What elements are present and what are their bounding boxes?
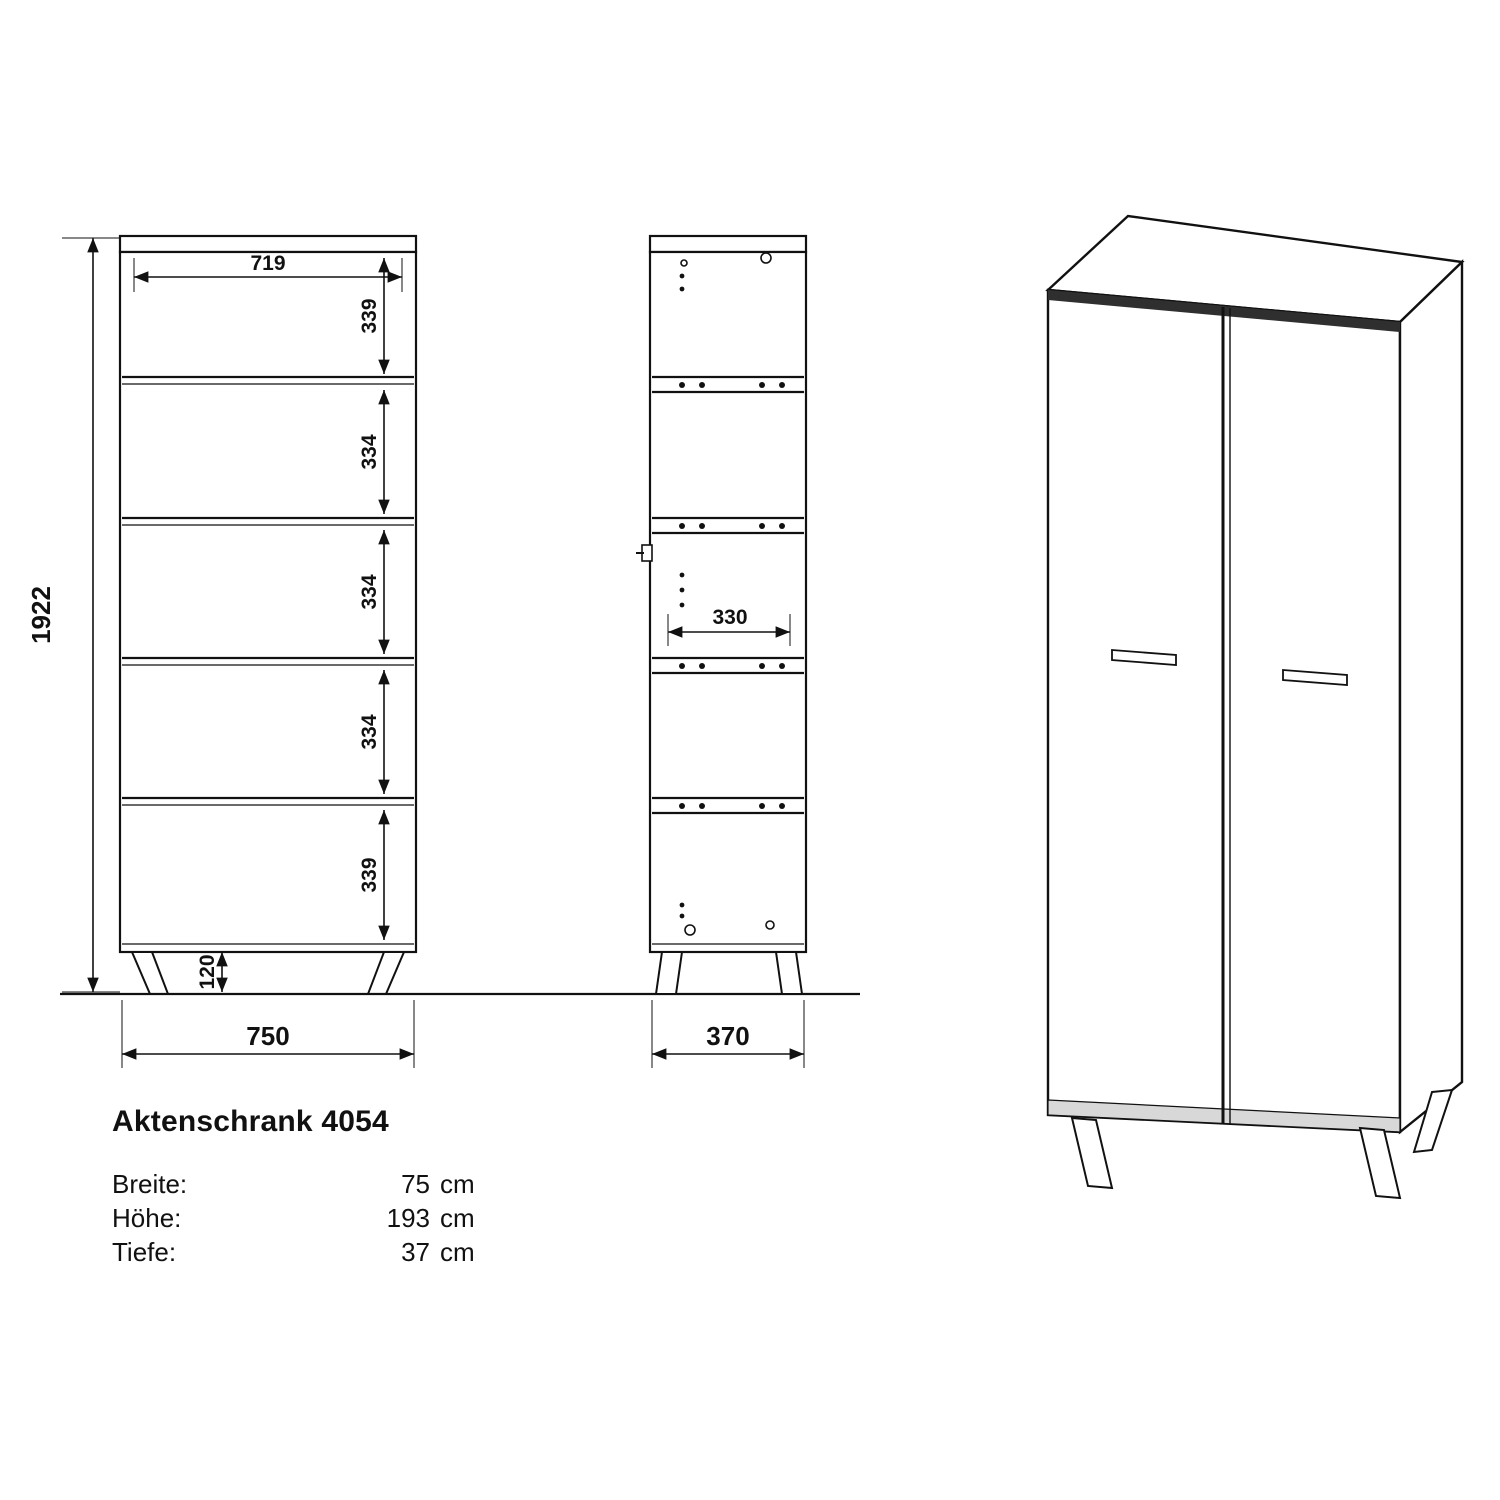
spec-value-breite: 75	[401, 1169, 430, 1199]
dim-leg-height: 120	[196, 954, 219, 990]
dim-total-height: 1922	[26, 586, 56, 644]
side-view-group	[636, 236, 806, 1068]
dim-inner-width: 719	[250, 252, 286, 275]
product-title: Aktenschrank 4054	[112, 1105, 389, 1138]
dim-shelf-gap-2: 334	[358, 434, 381, 470]
product-spec-block	[112, 1105, 672, 1269]
dim-total-width: 750	[246, 1021, 290, 1051]
perspective-view-group	[1048, 216, 1462, 1198]
spec-row-tiefe	[112, 1235, 672, 1269]
spec-label-tiefe: Tiefe:	[112, 1237, 177, 1267]
spec-value-hoehe: 193	[386, 1203, 430, 1233]
spec-unit-breite: cm	[440, 1169, 475, 1199]
spec-row-breite	[112, 1167, 672, 1201]
spec-value-tiefe: 37	[401, 1237, 430, 1267]
spec-unit-tiefe: cm	[440, 1237, 475, 1267]
dim-inner-depth: 330	[712, 606, 748, 629]
dim-shelf-gap-bottom: 339	[358, 857, 381, 893]
dim-shelf-gap-3: 334	[358, 574, 381, 610]
dim-shelf-gap-4: 334	[358, 714, 381, 750]
dim-total-depth: 370	[706, 1021, 750, 1051]
dim-shelf-gap-top: 339	[358, 298, 381, 334]
spec-label-hoehe: Höhe:	[112, 1203, 182, 1233]
spec-label-breite: Breite:	[112, 1169, 188, 1199]
spec-unit-hoehe: cm	[440, 1203, 475, 1233]
spec-row-hoehe	[112, 1201, 672, 1235]
